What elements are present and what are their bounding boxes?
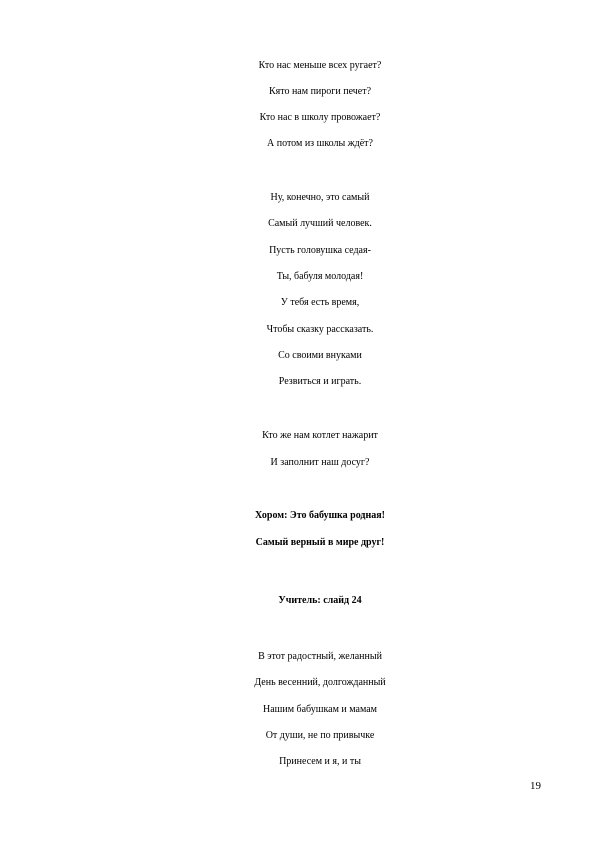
- poem-line: Самый лучший человек.: [268, 218, 372, 229]
- poem-line: И заполнит наш досуг?: [270, 457, 370, 468]
- poem-line: День весенний, долгожданный: [254, 677, 386, 688]
- chorus-line: Хором: Это бабушка родная!: [255, 510, 385, 521]
- poem-line: Кто нас в школу провожает?: [259, 112, 381, 123]
- page-number: 19: [530, 780, 541, 792]
- poem-line: Пусть головушка седая-: [269, 245, 371, 256]
- poem-line: Принесем и я, и ты: [279, 756, 361, 767]
- poem-line: Ты, бабуля молодая!: [276, 271, 364, 282]
- poem-line: Кято нам пироги печет?: [268, 86, 372, 97]
- poem-line: У тебя есть время,: [280, 297, 360, 308]
- poem-line: Чтобы сказку рассказать.: [266, 324, 374, 335]
- poem-line: Резвиться и играть.: [278, 376, 362, 387]
- chorus-line: Самый верный в мире друг!: [255, 537, 385, 548]
- poem-line: От души, не по привычке: [265, 730, 375, 741]
- poem-line: Нашим бабушкам и мамам: [262, 704, 378, 715]
- poem-line: Кто нас меньше всех ругает?: [258, 60, 382, 71]
- poem-line: Ну, конечно, это самый: [270, 192, 370, 203]
- poem-line: А потом из школы ждёт?: [267, 138, 373, 149]
- teacher-cue: Учитель: слайд 24: [278, 595, 362, 606]
- poem-line: Со своими внуками: [278, 350, 362, 361]
- poem-line: Кто же нам котлет нажарит: [262, 430, 378, 441]
- poem-line: В этот радостный, желанный: [258, 651, 382, 662]
